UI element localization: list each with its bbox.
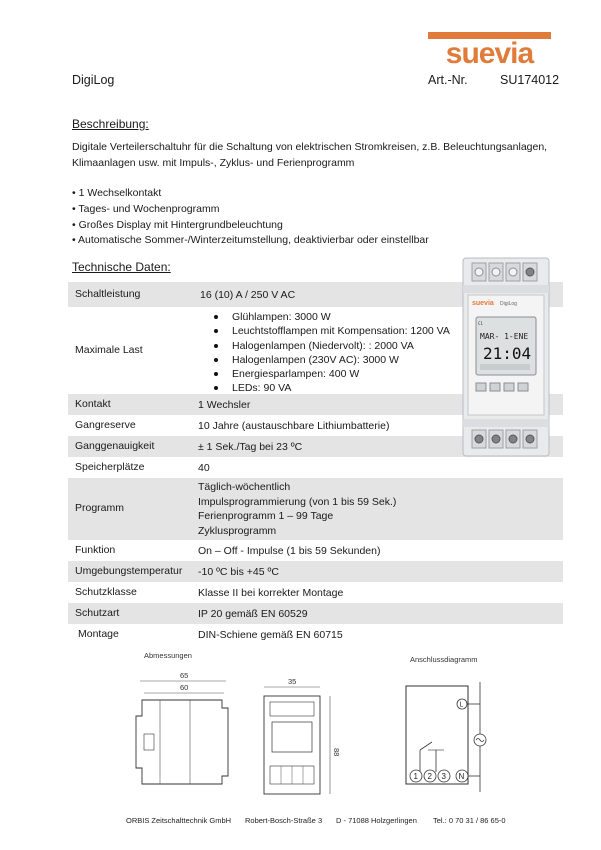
spec-row [68,624,563,645]
spec-row [68,582,563,603]
load-item: Leuchtstofflampen mit Kompensation: 1200 VA [214,324,450,338]
program-line: Täglich-wöchentlich [198,481,291,493]
article-label: Art.-Nr. [428,73,468,87]
feature-item: • Großes Display mit Hintergrundbeleuchtung [72,218,492,234]
spec-key: Schutzart [75,607,120,619]
spec-key: Ganggenauigkeit [75,440,155,452]
product-model: DigiLog [500,301,517,307]
display-small: C1 [478,321,483,326]
spec-row [68,478,563,540]
tech-heading: Technische Daten: [72,260,171,274]
product-name: DigiLog [72,73,115,87]
program-line: Ferienprogramm 1 – 99 Tage [198,510,334,522]
terminal-1: 1 [413,772,418,781]
spec-value: -10 ºC bis +45 ºC [198,566,279,578]
load-list [214,310,450,396]
footer-street: Robert-Bosch-Straße 3 [245,816,323,825]
spec-value: On – Off - Impulse (1 bis 59 Sekunden) [198,545,381,557]
load-item: Energiesparlampen: 400 W [214,367,450,381]
feature-item: • Tages- und Wochenprogramm [72,202,492,218]
feature-item: • 1 Wechselkontakt [72,186,492,202]
dim-35-label: 35 [288,677,297,686]
feature-list [72,186,492,249]
spec-key: Speicherplätze [75,461,145,473]
wiring-title: Anschlussdiagramm [410,655,478,664]
description-line: Klimaanlagen usw. mit Impuls-, Zyklus- und Ferienprogramm [72,157,355,169]
dimension-drawing [130,648,345,803]
program-line: Impulsprogrammierung (von 1 bis 59 Sek.) [198,495,397,508]
description-line: Digitale Verteilerschaltuhr für die Schaltung von elektrischen Stromkreisen, z.B. Beleuchtungsanlagen, [72,141,548,153]
spec-row [68,457,563,478]
spec-value: Klasse II bei korrekter Montage [198,587,344,599]
spec-row [68,603,563,624]
spec-key: Schutzklasse [75,586,137,598]
terminal-2: 2 [427,772,432,781]
spec-key: Programm [75,502,125,514]
footer-phone: Tel.: 0 70 31 / 86 65-0 [433,816,506,825]
spec-value: 10 Jahre (austauschbare Lithiumbatterie) [198,420,390,432]
spec-value: ± 1 Sek./Tag bei 23 ºC [198,441,303,453]
load-item: Halogenlampen (Niedervolt): : 2000 VA [214,339,450,353]
wiring-diagram [396,652,506,802]
dim-60-label: 60 [180,683,189,692]
spec-value: IP 20 gemäß EN 60529 [198,608,308,620]
spec-key: Kontakt [75,398,111,410]
feature-item: • Automatische Sommer-/Winterzeitumstellung, deaktivierbar oder einstellbar [72,233,492,249]
spec-value: 40 [198,462,210,474]
product-photo [458,255,558,460]
display-time: 21:04 [483,344,532,363]
footer-city: D - 71088 Holzgerlingen [336,816,417,825]
article-number: SU174012 [500,73,560,87]
spec-key: Umgebungstemperatur [75,565,183,577]
description-heading: Beschreibung: [72,117,149,131]
load-item: LEDs: 90 VA [214,381,450,395]
description-text [72,139,572,171]
spec-key: Montage [78,628,119,640]
program-line: Zyklusprogramm [198,524,277,537]
spec-key: Schaltleistung [75,288,141,300]
spec-value: 1 Wechsler [198,399,251,411]
terminal-L: L [459,701,464,709]
logo-text: suevia [445,37,534,70]
spec-key: Maximale Last [75,344,143,356]
terminal-N: N [458,772,465,781]
footer-company: ORBIS Zeitschalttechnik GmbH [126,816,232,825]
dim-88-label: 88 [332,748,341,757]
spec-value: DIN-Schiene gemäß EN 60715 [198,629,343,641]
display-date: MAR- 1-ENE [480,332,529,341]
product-brand: suevia [472,300,494,307]
load-item: Halogenlampen (230V AC): 3000 W [214,353,450,367]
brand-logo [428,32,551,70]
dim-65-label: 65 [180,671,189,680]
spec-key: Funktion [75,544,116,556]
terminal-3: 3 [441,772,446,781]
load-item: Glühlampen: 3000 W [214,310,450,324]
program-lines [198,480,396,538]
spec-value: 16 (10) A / 250 V AC [200,289,296,301]
spec-row [68,561,563,582]
spec-key: Gangreserve [75,419,136,431]
dimensions-title: Abmessungen [144,651,192,660]
spec-row [68,540,563,561]
